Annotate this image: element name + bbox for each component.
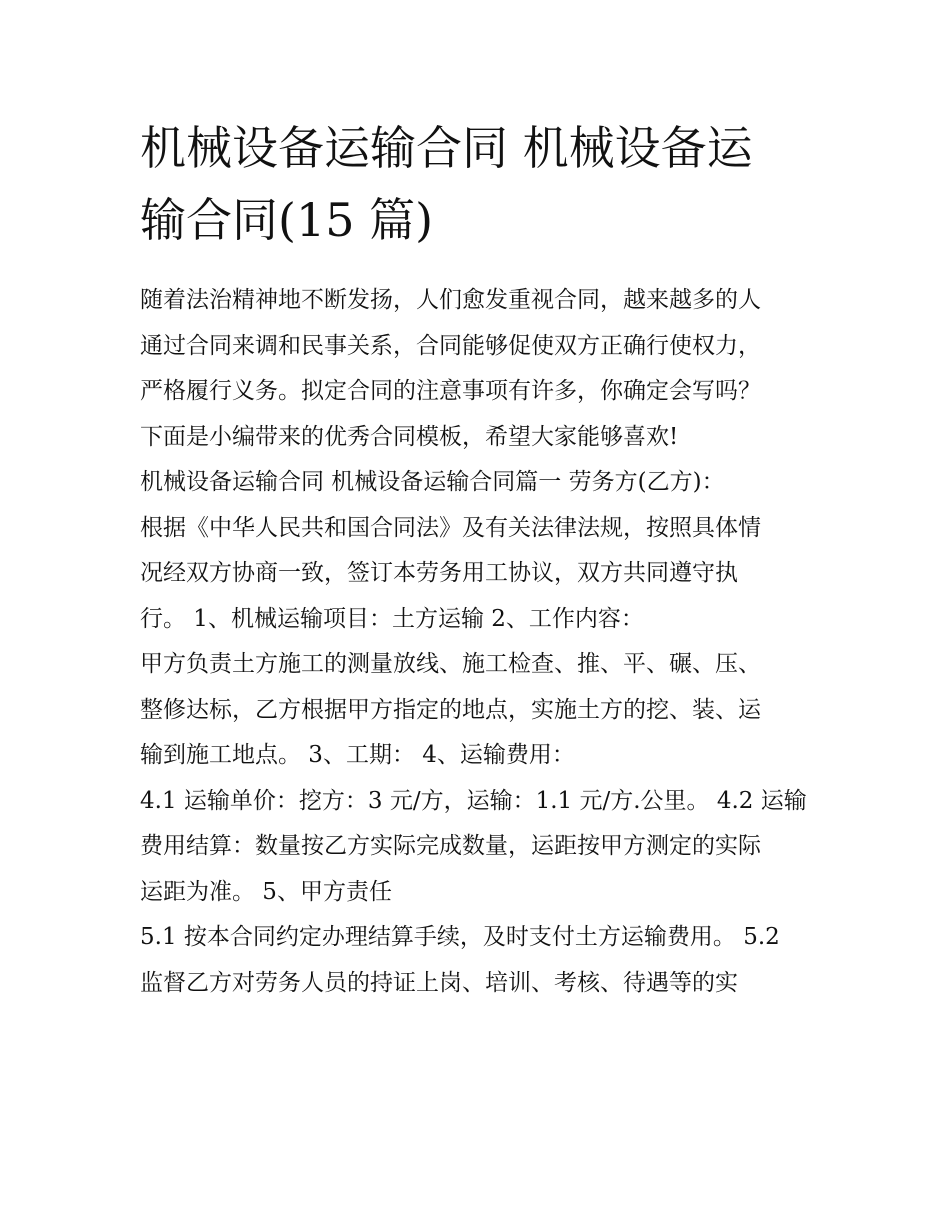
body-line: 根据《中华人民共和国合同法》及有关法律法规，按照具体情 — [140, 514, 761, 541]
body-line: 运距为准。 5、甲方责任 — [140, 878, 392, 905]
body-line: 甲方负责土方施工的测量放线、施工检查、推、平、碾、压、 — [140, 651, 761, 677]
body-line: 下面是小编带来的优秀合同模板，希望大家能够喜欢! — [140, 423, 679, 450]
body-line: 费用结算：数量按乙方实际完成数量，运距按甲方测定的实际 — [140, 833, 761, 859]
body-line: 5.1 按本合同约定办理结算手续，及时支付土方运输费用。 5.2 — [140, 924, 780, 950]
document-page — [140, 112, 812, 1006]
title-line-1: 机械设备运输合同 机械设备运 — [140, 121, 753, 175]
title-line-2: 输合同(15 篇) — [140, 193, 434, 247]
body-line: 输到施工地点。 3、工期： 4、运输费用： — [140, 742, 575, 768]
body-line: 随着法治精神地不断发扬，人们愈发重视合同，越来越多的人 — [140, 287, 761, 313]
document-body — [140, 278, 812, 1006]
body-line: 监督乙方对劳务人员的持证上岗、培训、考核、待遇等的实 — [140, 969, 738, 996]
body-line: 4.1 运输单价：挖方：3 元/方，运输：1.1 元/方.公里。 4.2 运输 — [140, 787, 807, 814]
body-line: 通过合同来调和民事关系，合同能够促使双方正确行使权力， — [140, 332, 761, 359]
body-line: 整修达标，乙方根据甲方指定的地点，实施土方的挖、装、运 — [140, 696, 761, 723]
body-line: 严格履行义务。拟定合同的注意事项有许多，你确定会写吗？ — [140, 378, 761, 404]
document-title — [140, 112, 812, 256]
body-line: 行。 1、机械运输项目：土方运输 2、工作内容： — [140, 605, 644, 632]
body-line: 况经双方协商一致，签订本劳务用工协议，双方共同遵守执 — [140, 560, 738, 586]
body-line: 机械设备运输合同 机械设备运输合同篇一 劳务方(乙方)： — [140, 469, 725, 495]
